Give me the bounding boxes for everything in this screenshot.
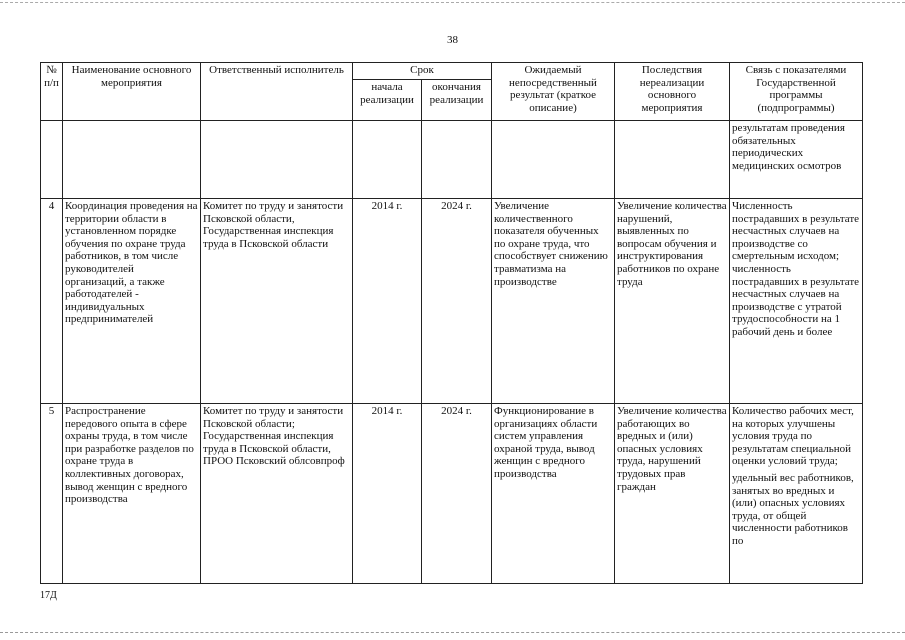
cell-relation <box>730 404 863 584</box>
cell-name <box>63 121 201 199</box>
scan-edge-bottom <box>0 632 905 633</box>
cell-end: 2024 г. <box>422 199 492 404</box>
header-result: Ожидаемый непосредственный результат (краткое описание) <box>492 63 615 121</box>
page-number: 38 <box>447 34 458 46</box>
activities-table <box>40 62 863 584</box>
cell-num: 5 <box>41 404 63 584</box>
table-row <box>41 404 863 584</box>
cell-num: 4 <box>41 199 63 404</box>
cell-end <box>422 121 492 199</box>
header-num: № п/п <box>41 63 63 121</box>
cell-relation <box>730 121 863 199</box>
header-term-start: начала реализации <box>353 80 422 121</box>
relation-paragraph: удельный вес работников, занятых во вредных и (или) опасных условиях труда, от общей численности работников по <box>732 471 854 547</box>
cell-relation <box>730 199 863 404</box>
cell-executor <box>201 121 353 199</box>
header-term: Срок <box>353 63 492 80</box>
cell-executor: Комитет по труду и занятости Псковской области, Государственная инспекция труда в Псковской области <box>201 199 353 404</box>
cell-num <box>41 121 63 199</box>
cell-executor: Комитет по труду и занятости Псковской области; Государственная инспекция труда в Псковской области, ПРОО Псковский облсовпроф <box>201 404 353 584</box>
cell-name: Распространение передового опыта в сфере охраны труда, в том числе при разработке разделов по охране труда в коллективных договорах, вывод женщин с вредного производства <box>63 404 201 584</box>
cell-start: 2014 г. <box>353 404 422 584</box>
cell-start: 2014 г. <box>353 199 422 404</box>
cell-consequences <box>615 121 730 199</box>
header-relation: Связь с показателями Государственной программы (подпрограммы) <box>730 63 863 121</box>
relation-paragraph: результатам проведения обязательных периодических медицинских осмотров <box>732 122 845 172</box>
cell-consequences: Увеличение количества работающих во вредных и (или) опасных условиях труда, нарушений трудовых прав граждан <box>615 404 730 584</box>
cell-start <box>353 121 422 199</box>
header-name: Наименование основного мероприятия <box>63 63 201 121</box>
header-consequences: Последствия нереализации основного мероприятия <box>615 63 730 121</box>
cell-result <box>492 121 615 199</box>
table-row <box>41 121 863 199</box>
scan-edge-top <box>0 2 905 3</box>
footer-code: 17Д <box>40 590 57 601</box>
cell-end: 2024 г. <box>422 404 492 584</box>
relation-paragraph: Численность пострадавших в результате несчастных случаев на производстве со смертельным исходом; численность пострадавших в результате несчастных случаев на производстве с утратой трудоспособности на 1 рабочий день и более <box>732 200 860 338</box>
cell-name: Координация проведения на территории области в установленном порядке обучения по охране труда работников, в том числе руководителей организаций, а также работодателей - индивидуальных предпринимателей <box>63 199 201 404</box>
header-executor: Ответственный исполнитель <box>201 63 353 121</box>
cell-result: Увеличение количественного показателя обученных по охране труда, что способствует снижению травматизма на производстве <box>492 199 615 404</box>
header-row <box>41 63 863 80</box>
table-row <box>41 199 863 404</box>
cell-consequences: Увеличение количества нарушений, выявленных по вопросам обучения и инструктирования работников по охране труда <box>615 199 730 404</box>
cell-result: Функционирование в организациях области систем управления охраной труда, вывод женщин с вредного производства <box>492 404 615 584</box>
header-term-end: окончания реализации <box>422 80 492 121</box>
relation-paragraph: Количество рабочих мест, на которых улучшены условия труда по результатам специальной оценки условий труда; <box>732 405 854 468</box>
